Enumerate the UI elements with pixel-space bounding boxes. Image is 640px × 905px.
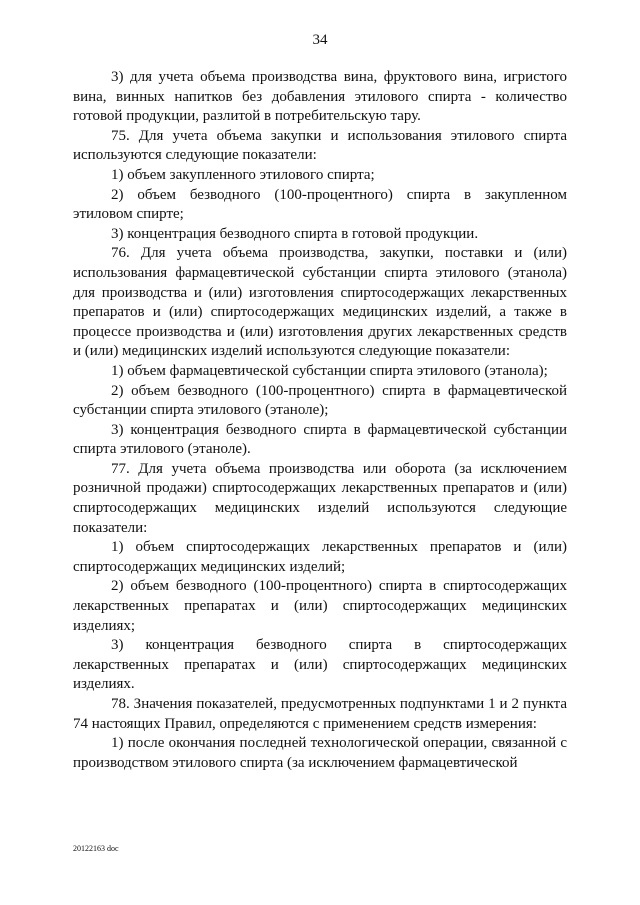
paragraph-75-item-1: 1) объем закупленного этилового спирта; — [111, 166, 375, 183]
paragraph-76: 76. Для учета объема производства, закупки, поставки и (или) использования фармацевтической субстанции спирта этилового (этанола) для производства и (или) изготовления спиртосодержащих лекарственных препаратов и (или) спиртосодержащих медицинских изделий, а также в процессе производства и (или) изготовления других лекарственных средств и (или) медицинских изделий используются следующие показатели: — [73, 245, 567, 360]
document-body — [73, 68, 567, 773]
paragraph-76-item-3: 3) концентрация безводного спирта в фармацевтической субстанции спирта этилового (этаноле). — [73, 421, 567, 458]
paragraph-75-item-3: 3) концентрация безводного спирта в готовой продукции. — [111, 225, 479, 242]
paragraph-75: 75. Для учета объема закупки и использования этилового спирта используются следующие показатели: — [73, 127, 567, 164]
paragraph-78-item-1: 1) после окончания последней технологической операции, связанной с производством этилового спирта (за исключением фармацевтической — [73, 735, 567, 771]
paragraph-76-item-2: 2) объем безводного (100-процентного) спирта в фармацевтической субстанции спирта этилового (этаноле); — [73, 382, 567, 419]
paragraph-77: 77. Для учета объема производства или оборота (за исключением розничной продажи) спиртосодержащих лекарственных препаратов и (или) спиртосодержащих медицинских изделий используются следующие показатели: — [73, 460, 567, 536]
page-number: 34 — [312, 32, 328, 48]
paragraph-77-item-2: 2) объем безводного (100-процентного) спирта в спиртосодержащих лекарственных препаратах и (или) спиртосодержащих медицинских изделиях; — [73, 578, 567, 634]
paragraph-76-item-1: 1) объем фармацевтической субстанции спирта этилового (этанола); — [111, 362, 548, 379]
paragraph-77-item-1: 1) объем спиртосодержащих лекарственных препаратов и (или) спиртосодержащих медицинских изделий; — [73, 539, 567, 575]
footer-file-code: 20122163 doc — [73, 844, 119, 853]
paragraph-75-item-2: 2) объем безводного (100-процентного) спирта в закупленном этиловом спирте; — [73, 186, 567, 223]
paragraph-74-item-3: 3) для учета объема производства вина, фруктового вина, игристого вина, винных напитков без добавления этилового спирта - количество готовой продукции, разлитой в потребительскую тару. — [73, 69, 567, 125]
paragraph-77-item-3: 3) концентрация безводного спирта в спиртосодержащих лекарственных препаратах и (или) спиртосодержащих медицинских изделиях. — [73, 637, 567, 693]
paragraph-78: 78. Значения показателей, предусмотренных подпунктами 1 и 2 пункта 74 настоящих Правил, определяются с применением средств измерения: — [73, 696, 567, 732]
